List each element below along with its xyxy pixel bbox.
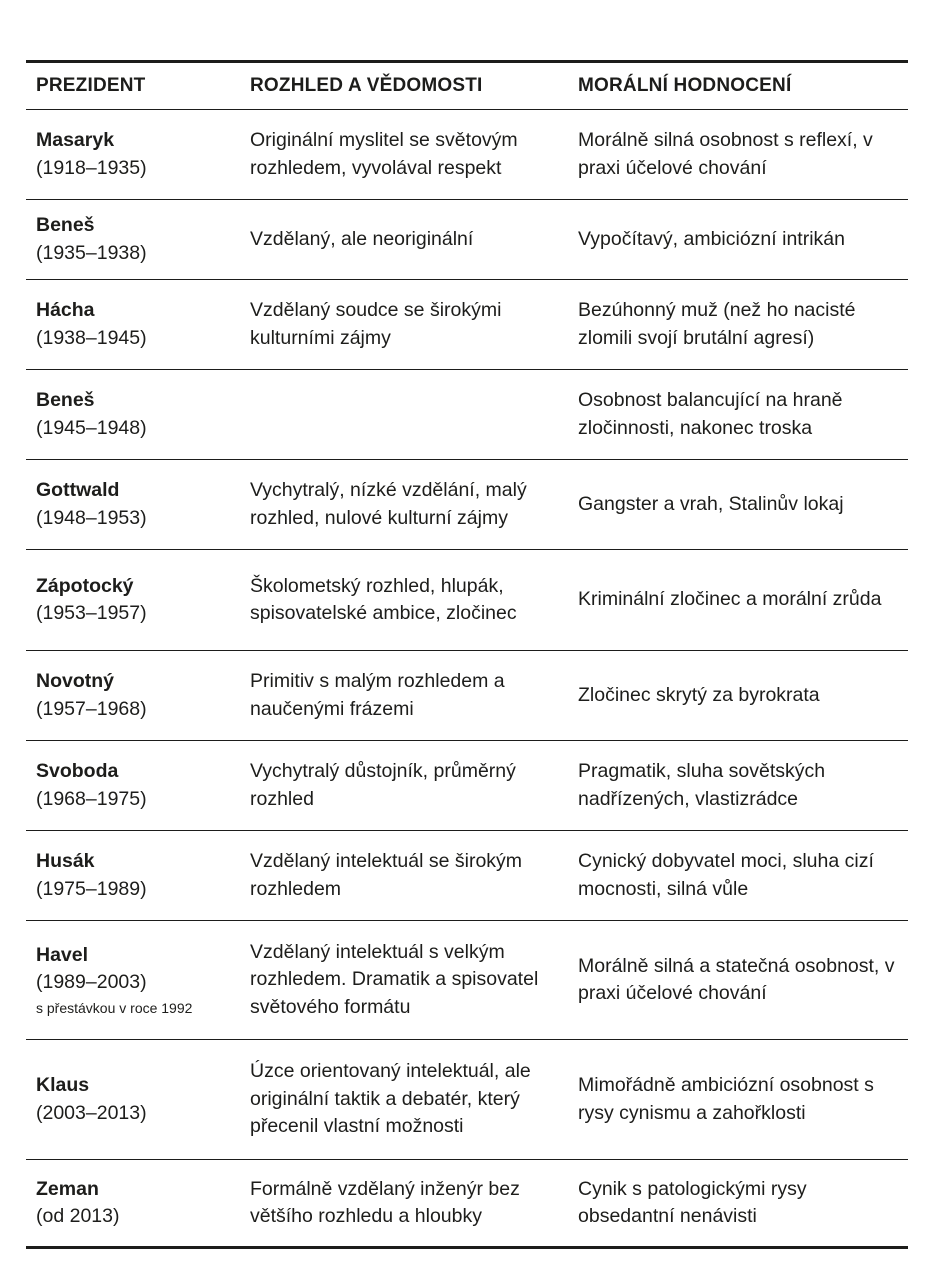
presidents-table-container: [26, 60, 908, 1249]
knowledge-text: Vychytralý, nízké vzdělání, malý rozhled, nulové kulturní zájmy: [250, 479, 527, 529]
knowledge-cell: [240, 741, 568, 831]
table-row: [26, 1040, 908, 1160]
president-years: (1975–1989): [36, 877, 147, 900]
president-note: s přestávkou v roce 1992: [36, 999, 193, 1016]
knowledge-text: Vzdělaný, ale neoriginální: [250, 227, 474, 250]
president-name: Zápotocký: [36, 574, 134, 597]
president-name: Hácha: [36, 299, 95, 321]
president-years: (1968–1975): [36, 787, 147, 810]
table-row: [26, 1160, 908, 1248]
knowledge-cell: [240, 1160, 568, 1248]
morality-text: Cynický dobyvatel moci, sluha cizí mocnosti, silná vůle: [578, 850, 874, 900]
morality-text: Gangster a vrah, Stalinův lokaj: [578, 492, 844, 515]
knowledge-cell: [240, 921, 568, 1040]
president-name: Beneš: [36, 214, 95, 236]
knowledge-cell: [240, 460, 568, 550]
morality-cell: [568, 370, 908, 460]
president-years: (2003–2013): [36, 1101, 147, 1124]
president-cell: [26, 1160, 240, 1248]
president-name: Gottwald: [36, 479, 120, 501]
table-row: [26, 110, 908, 200]
knowledge-text: Školometský rozhled, hlupák, spisovatelské ambice, zločinec: [250, 574, 517, 624]
morality-text: Cynik s patologickými rysy obsedantní nenávisti: [578, 1177, 807, 1227]
morality-cell: [568, 460, 908, 550]
president-name: Husák: [36, 850, 95, 872]
president-cell: [26, 831, 240, 921]
header-row: [26, 62, 908, 110]
morality-text: Vypočítavý, ambiciózní intrikán: [578, 227, 845, 250]
morality-text: Morálně silná a statečná osobnost, v praxi účelové chování: [578, 954, 895, 1004]
table-row: [26, 651, 908, 741]
president-name: Beneš: [36, 389, 95, 411]
president-years: (1945–1948): [36, 416, 147, 439]
president-years: (1989–2003): [36, 971, 147, 993]
table-row: [26, 280, 908, 370]
knowledge-cell: [240, 550, 568, 651]
morality-cell: [568, 110, 908, 200]
president-cell: [26, 110, 240, 200]
president-years: (1957–1968): [36, 697, 147, 720]
president-years: (1918–1935): [36, 156, 147, 179]
presidents-table: [26, 60, 908, 1249]
table-row: [26, 460, 908, 550]
table-row: [26, 741, 908, 831]
president-cell: [26, 651, 240, 741]
morality-cell: [568, 550, 908, 651]
knowledge-cell: [240, 651, 568, 741]
morality-text: Morálně silná osobnost s reflexí, v praxi účelové chování: [578, 129, 873, 179]
president-cell: [26, 921, 240, 1040]
knowledge-text: Vzdělaný intelektuál se širokým rozhledem: [250, 850, 523, 900]
table-row: [26, 200, 908, 280]
morality-cell: [568, 651, 908, 741]
president-cell: [26, 460, 240, 550]
knowledge-text: Primitiv s malým rozhledem a naučenými frázemi: [250, 670, 505, 720]
knowledge-text: Originální myslitel se světovým rozhledem, vyvolával respekt: [250, 129, 518, 179]
morality-text: Mimořádně ambiciózní osobnost s rysy cynismu a zahořklosti: [578, 1074, 874, 1124]
president-years: (1935–1938): [36, 241, 147, 264]
knowledge-text: Vychytralý důstojník, průměrný rozhled: [250, 760, 516, 810]
president-years: (1938–1945): [36, 326, 147, 349]
knowledge-cell: [240, 831, 568, 921]
knowledge-cell: [240, 110, 568, 200]
president-name: Klaus: [36, 1074, 90, 1096]
header-president: PREZIDENT: [26, 62, 240, 110]
morality-cell: [568, 831, 908, 921]
president-cell: [26, 550, 240, 651]
morality-cell: [568, 1040, 908, 1160]
table-row: [26, 370, 908, 460]
knowledge-cell: [240, 280, 568, 370]
morality-cell: [568, 921, 908, 1040]
morality-text: Zločinec skrytý za byrokrata: [578, 683, 820, 706]
morality-text: Pragmatik, sluha sovětských nadřízených, vlastizrádce: [578, 760, 826, 810]
table-row: [26, 550, 908, 651]
president-cell: [26, 280, 240, 370]
president-years: (1953–1957): [36, 602, 147, 624]
president-name: Svoboda: [36, 760, 119, 782]
knowledge-text: Úzce orientovaný intelektuál, ale originální taktik a debatér, který přecenil vlastní možnosti: [250, 1060, 531, 1138]
table-row: [26, 921, 908, 1040]
morality-cell: [568, 280, 908, 370]
knowledge-text: Formálně vzdělaný inženýr bez většího rozhledu a hloubky: [250, 1177, 520, 1227]
president-cell: [26, 200, 240, 280]
header-knowledge: ROZHLED A VĚDOMOSTI: [240, 62, 568, 110]
knowledge-text: Vzdělaný soudce se širokými kulturními zájmy: [250, 299, 502, 349]
morality-text: Kriminální zločinec a morální zrůda: [578, 588, 882, 611]
president-cell: [26, 370, 240, 460]
morality-cell: [568, 1160, 908, 1248]
knowledge-text: Vzdělaný intelektuál s velkým rozhledem. Dramatik a spisovatel světového formátu: [250, 940, 539, 1018]
president-years: (od 2013): [36, 1205, 120, 1227]
president-years: (1948–1953): [36, 506, 147, 529]
header-morality: MORÁLNÍ HODNOCENÍ: [568, 62, 908, 110]
table-row: [26, 831, 908, 921]
morality-text: Bezúhonný muž (než ho nacisté zlomili svojí brutální agresí): [578, 299, 856, 349]
morality-cell: [568, 200, 908, 280]
president-name: Zeman: [36, 1177, 99, 1200]
president-cell: [26, 741, 240, 831]
president-name: Novotný: [36, 670, 114, 692]
president-cell: [26, 1040, 240, 1160]
knowledge-cell: [240, 1040, 568, 1160]
morality-cell: [568, 741, 908, 831]
president-name: Havel: [36, 943, 89, 966]
knowledge-cell: [240, 200, 568, 280]
knowledge-cell: [240, 370, 568, 460]
president-name: Masaryk: [36, 129, 115, 151]
morality-text: Osobnost balancující na hraně zločinnosti, nakonec troska: [578, 389, 843, 439]
